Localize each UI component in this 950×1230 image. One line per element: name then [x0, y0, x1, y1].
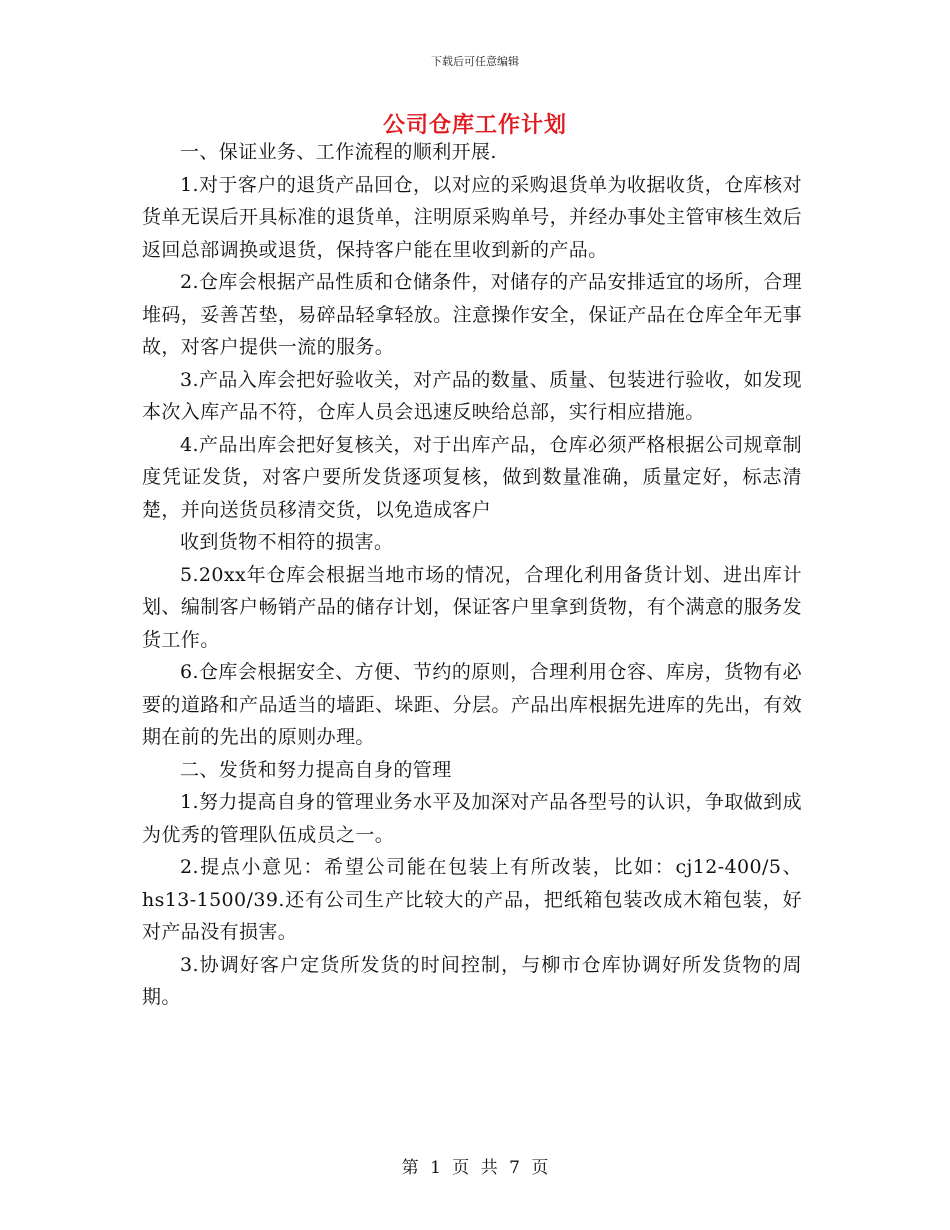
paragraph-1-2: 2.仓库会根据产品性质和仓储条件，对储存的产品安排适宜的场所，合理堆码，妥善苫垫，易碎品轻拿轻放。注意操作安全，保证产品在仓库全年无事故，对客户提供一流的服务。: [142, 271, 802, 358]
paragraph-1-3: 3.产品入库会把好验收关，对产品的数量、质量、包装进行验收，如发现本次入库产品不符，仓库人员会迅速反映给总部，实行相应措施。: [142, 368, 802, 423]
paragraph-1-5: 5.20xx年仓库会根据当地市场的情况，合理化利用备货计划、进出库计划、编制客户畅销产品的储存计划，保证客户里拿到货物，有个满意的服务发货工作。: [142, 563, 802, 651]
paragraph-1-4: 4.产品出库会把好复核关，对于出库产品，仓库必须严格根据公司规章制度凭证发货，对客户要所发货逐项复核，做到数量准确，质量定好，标志清楚，并向送货员移清交货，以免造成客户: [142, 433, 802, 521]
page-footer: 第 1 页 共 7 页: [401, 1158, 549, 1178]
section-heading-1: 一、保证业务、工作流程的顺利开展.: [180, 141, 497, 163]
document-body: [142, 136, 802, 1014]
paragraph-1-1: 1.对于客户的退货产品回仓，以对应的采购退货单为收据收货，仓库核对货单无误后开具标准的退货单，注明原采购单号，并经办事处主管审核生效后返回总部调换或退货，保持客户能在里收到新的产品。: [142, 173, 802, 261]
document-title: 公司仓库工作计划: [382, 113, 567, 138]
section-heading-2: 二、发货和努力提高自身的管理: [180, 758, 452, 781]
paragraph-2-3: 3.协调好客户定货所发货的时间控制，与柳市仓库协调好所发货物的周期。: [142, 953, 802, 1008]
paragraph-1-4-continued: 收到货物不相符的损害。: [180, 531, 394, 553]
paragraph-1-6: 6.仓库会根据安全、方便、节约的原则，合理利用仓容、库房，货物有必要的道路和产品适当的墙距、垛距、分层。产品出库根据先进库的先出，有效期在前的先出的原则办理。: [142, 661, 802, 748]
paragraph-2-2: 2.提点小意见：希望公司能在包装上有所改装，比如：cj12-400/5、hs13-1500/39.还有公司生产比较大的产品，把纸箱包装改成木箱包装，好对产品没有损害。: [142, 856, 802, 943]
paragraph-2-1: 1.努力提高自身的管理业务水平及加深对产品各型号的认识，争取做到成为优秀的管理队伍成员之一。: [142, 791, 802, 846]
header-note: 下载后可任意编辑: [431, 55, 519, 68]
